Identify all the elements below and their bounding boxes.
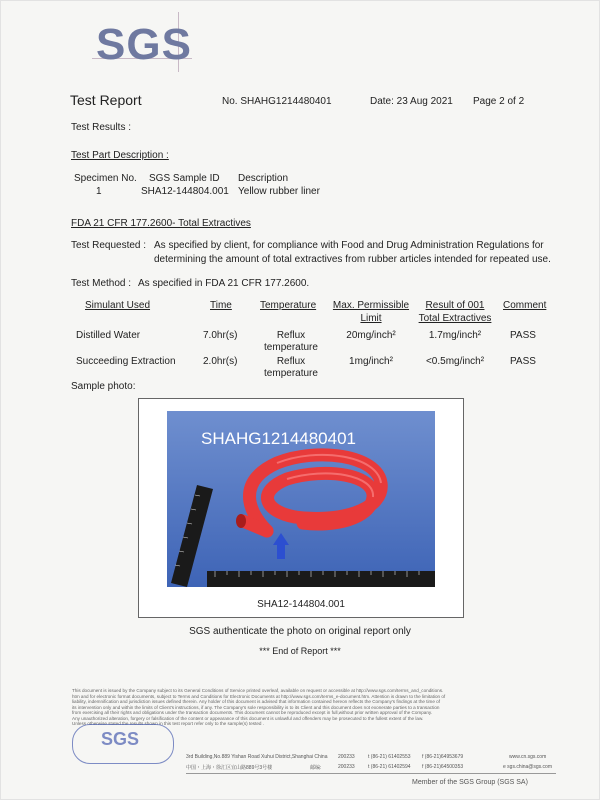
email: e sgs.china@sgs.com (503, 764, 552, 770)
results-header-simulant: Simulant Used (85, 300, 151, 311)
disclaimer-line-7: Unless otherwise stated the results shown in this test report refer only to the sample(s) tested . (72, 721, 265, 726)
results-row-1-limit: 20mg/inch² (346, 330, 396, 341)
postcode-cn: 200233 (338, 764, 355, 770)
logo-text: SGS (96, 20, 192, 69)
report-number: No. SHAHG1214480401 (222, 96, 332, 107)
results-header-result-line-1: Result of 001 (425, 300, 485, 311)
page-number: Page 2 of 2 (473, 96, 525, 107)
disclaimer-line-3: liability, indemnification and jurisdiction issues defined therein. Any holder of this document is advised that information contained hereon reflects the Company's findings at the time of (72, 699, 440, 704)
results-row-1-time: 7.0hr(s) (203, 330, 238, 341)
sgs-stamp (72, 724, 174, 764)
specimen-header-id: SGS Sample ID (149, 173, 220, 184)
results-row-2-result: <0.5mg/inch² (425, 356, 485, 367)
results-row-1-temp-line-1: Reflux (276, 330, 306, 341)
specimen-header-no: Specimen No. (74, 173, 137, 184)
results-row-2-comment: PASS (510, 356, 536, 367)
footer-disclaimer (72, 688, 560, 727)
tel-cn: t (86-21) 61402594 (368, 764, 411, 770)
postcode-en: 200233 (338, 754, 355, 760)
results-row-1-result: 1.7mg/inch² (428, 330, 482, 341)
disclaimer-line-5: from exercising all their rights and obligations under the transaction documents. This document cannot be reproduced except in full,without prior written approval of the Company. (72, 710, 433, 715)
results-row-2-simulant: Succeeding Extraction (76, 356, 176, 367)
results-header-comment: Comment (503, 300, 547, 311)
results-header-temperature: Temperature (260, 300, 317, 311)
results-row-2-limit: 1mg/inch² (349, 356, 393, 367)
test-requested-line-2: determining the amount of total extractives from rubber articles intended for repeated use. (154, 254, 551, 265)
end-of-report: *** End of Report *** (259, 646, 341, 656)
postcode-cn-label: 邮编: (310, 765, 322, 771)
disclaimer-line-1: This document is issued by the Company subject to its General Conditions of Service printed overleaf, available on request or accessible at http://www.sgs.com/terms_and_conditions. (72, 688, 444, 693)
fax-cn: f (86-21)64500353 (422, 764, 464, 770)
report-date: Date: 23 Aug 2021 (370, 96, 453, 107)
test-method-label: Test Method : (71, 278, 132, 289)
results-header-time: Time (210, 300, 232, 311)
fax-en: f (86-21)64953679 (422, 754, 464, 760)
results-row-1-temp-line-2: temperature (264, 342, 318, 353)
footer-rule (186, 773, 556, 774)
disclaimer-line-6: Any unauthorized alteration, forgery or falsification of the content or appearance of this document is unlawful and offenders may be prosecuted to the fullest extent of the law. (72, 715, 424, 721)
photo-overlay-id: SHAHG1214480401 (201, 429, 357, 448)
stamp-text: SGS (101, 729, 140, 749)
results-header-limit-line-2: Limit (360, 313, 382, 324)
results-row-2-temp-line-2: temperature (264, 368, 318, 379)
authenticate-note: SGS authenticate the photo on original report only (189, 626, 411, 637)
specimen-cell-id: SHA12-144804.001 (141, 186, 229, 197)
results-header-result-line-2: Total Extractives (418, 313, 492, 324)
tel-en: t (86-21) 61402553 (368, 754, 411, 760)
sample-photo-label: Sample photo: (71, 381, 136, 392)
website: www.cn.sgs.com (509, 754, 547, 760)
address-cn: 中国・上海・徐汇区宜山路889号3号楼 (186, 765, 273, 771)
test-part-description-label: Test Part Description : (71, 150, 169, 161)
results-row-1-comment: PASS (510, 330, 536, 341)
photo-caption: SHA12-144804.001 (257, 599, 345, 610)
results-row-2-time: 2.0hr(s) (203, 356, 238, 367)
sample-photo (167, 411, 435, 587)
results-row-2-temp-line-1: Reflux (276, 356, 306, 367)
test-results-label: Test Results : (71, 122, 132, 133)
results-row-1-simulant: Distilled Water (76, 330, 141, 341)
member-note: Member of the SGS Group (SGS SA) (412, 779, 528, 786)
specimen-cell-description: Yellow rubber liner (238, 186, 320, 197)
test-requested-line-1: As specified by client, for compliance with Food and Drug Administration Regulations for (154, 240, 544, 251)
specimen-header-description: Description (238, 173, 289, 184)
specimen-cell-no: 1 (96, 186, 102, 197)
report-title: Test Report (70, 92, 142, 108)
disclaimer-line-4: its intervention only and within the limits of Client's instructions, if any. The Company's sole responsibility is to its Client and this document does not exonerate parties to a transaction (72, 704, 440, 710)
sample-photo-frame (138, 398, 464, 618)
sgs-logo (96, 12, 192, 74)
section-title: FDA 21 CFR 177.2600- Total Extractives (71, 218, 251, 229)
test-method-value: As specified in FDA 21 CFR 177.2600. (138, 278, 310, 289)
results-header-limit-line-1: Max. Permissible (332, 300, 410, 311)
test-requested-label: Test Requested : (71, 240, 147, 251)
disclaimer-line-2: htm and for electronic format documents, subject to Terms and Conditions for Electronic Documents at http://www.sgs.com/terms_e-document.htm. Attention is drawn to the limitation of (72, 693, 446, 699)
address-en: 3rd Building,No.889 Yishan Road Xuhui District,Shanghai China (186, 754, 328, 760)
